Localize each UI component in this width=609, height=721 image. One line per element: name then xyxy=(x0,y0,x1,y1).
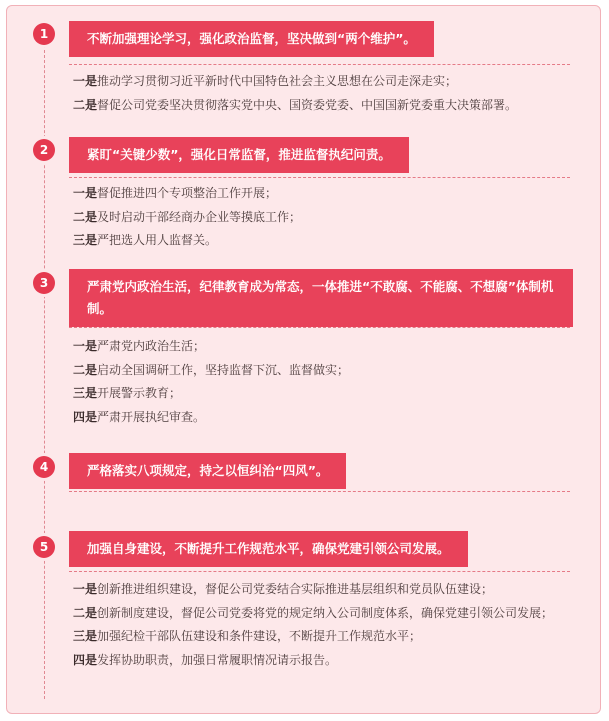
section-number-3: 3 xyxy=(33,272,55,294)
section-number-5: 5 xyxy=(33,536,55,558)
list-item: 四是严肃开展执纪审查。 xyxy=(73,409,206,424)
list-item: 三是加强纪检干部队伍建设和条件建设，不断提升工作规范水平； xyxy=(73,629,422,643)
list-item: 三是开展警示教育； xyxy=(73,386,182,400)
section-divider xyxy=(69,571,570,572)
list-item: 二是及时启动干部经商办企业等摸底工作； xyxy=(73,209,302,224)
list-item: 三是严把选人用人监督关。 xyxy=(73,233,218,247)
section-number-1: 1 xyxy=(33,23,55,45)
section-title-3: 严肃党内政治生活，纪律教育成为常态，一体推进“不敢腐、不能腐、不想腐”体制机制。 xyxy=(69,269,573,327)
list-item: 二是创新制度建设，督促公司党委将党的规定纳入公司制度体系，确保党建引领公司发展； xyxy=(73,605,554,620)
list-item: 一是督促推进四个专项整治工作开展； xyxy=(73,186,278,200)
section-title-2: 紧盯“关键少数”，强化日常监督，推进监督执纪问责。 xyxy=(69,137,409,173)
list-item: 一是推动学习贯彻习近平新时代中国特色社会主义思想在公司走深走实； xyxy=(73,74,458,88)
content-panel xyxy=(6,5,601,714)
section-title-4: 严格落实八项规定，持之以恒纠治“四风”。 xyxy=(69,453,346,489)
section-divider xyxy=(69,327,570,328)
section-items-2 xyxy=(73,182,573,253)
timeline-line xyxy=(44,20,45,699)
list-item: 二是督促公司党委坚决贯彻落实党中央、国资委党委、中国国新党委重大决策部署。 xyxy=(73,97,518,112)
list-item: 一是创新推进组织建设，督促公司党委结合实际推进基层组织和党员队伍建设； xyxy=(73,582,494,596)
list-item: 四是发挥协助职责，加强日常履职情况请示报告。 xyxy=(73,652,338,667)
section-items-3 xyxy=(73,335,573,429)
list-item: 二是启动全国调研工作，坚持监督下沉、监督做实； xyxy=(73,362,350,377)
list-item: 一是严肃党内政治生活； xyxy=(73,339,206,353)
section-divider xyxy=(69,64,570,65)
section-title-1: 不断加强理论学习，强化政治监督，坚决做到“两个维护”。 xyxy=(69,21,434,57)
section-items-1 xyxy=(73,70,573,117)
section-number-2: 2 xyxy=(33,139,55,161)
section-number-4: 4 xyxy=(33,456,55,478)
section-title-5: 加强自身建设，不断提升工作规范水平，确保党建引领公司发展。 xyxy=(69,531,468,567)
section-divider xyxy=(69,177,570,178)
section-items-5 xyxy=(73,578,573,672)
section-divider xyxy=(69,491,570,492)
